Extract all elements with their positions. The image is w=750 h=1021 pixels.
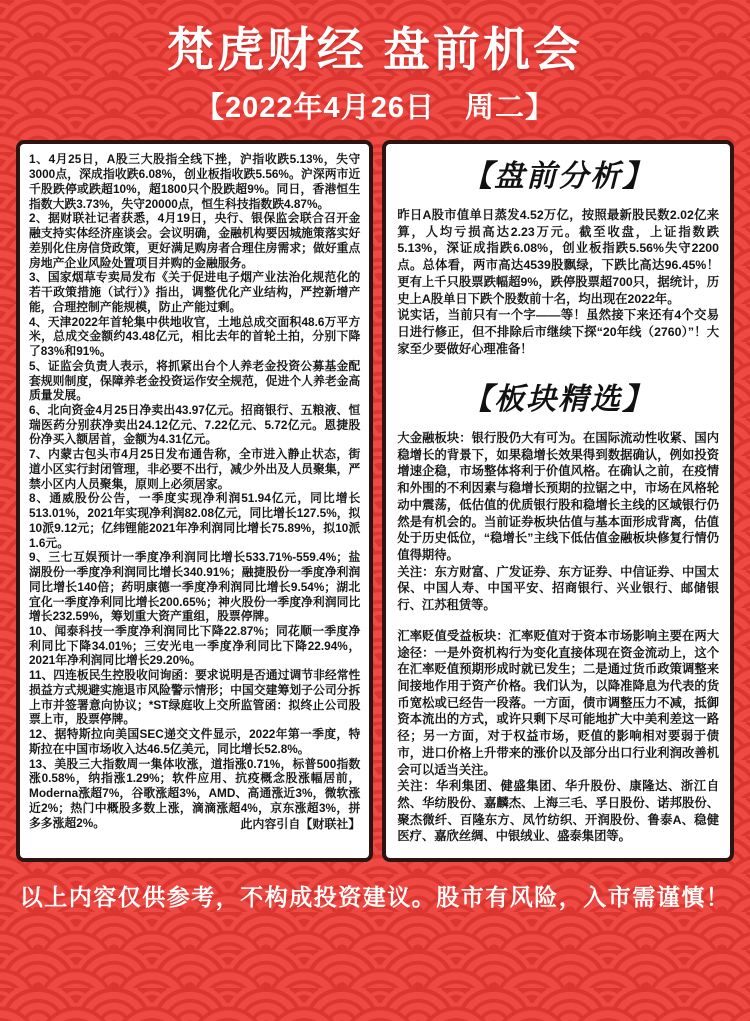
sector-picks-paragraphs [397,430,719,845]
analysis-paragraph: 说实话，当前只有一个字——等！虽然接下来还有4个交易日进行修正，但不排除后市继续下探“20年线（2760）”！大家至少要做好心理准备！ [397,308,719,356]
news-item: 8、通威股份公告，一季度实现净利润51.94亿元，同比增长513.01%，2021年实现净利润82.08亿元，同比增长127.5%，拟10派9.12元；亿纬锂能2021年净利润同比增长75.89%，拟10派1.6元。 [29,491,361,550]
premarket-analysis-paragraphs [397,207,719,357]
premarket-analysis-heading: 【盘前分析】 [462,160,655,194]
news-item: 9、三七互娱预计一季度净利润同比增长533.71%-559.4%；盐湖股份一季度净利润同比增长340.91%；融捷股份一季度净利润同比增长140倍；药明康德一季度净利润同比增长9.54%；湖北宜化一季度净利同比增长200.65%；神火股份一季度净利润同比增长232.59%，筹划重大资产重组，股票停牌。 [29,550,361,624]
news-item: 10、闻泰科技一季度净利润同比下降22.87%；同花顺一季度净利同比下降34.01%；三安光电一季度净利同比下降22.94%，2021年净利润同比增长29.20%。 [29,623,361,668]
sector-paragraph: 汇率贬值受益板块：汇率贬值对于资本市场影响主要在两大途径：一是外资机构行为变化直接体现在资金流动上，这个在汇率贬值预期形成时就已发生；二是通过货币政策调整来间接地作用于资产价格。我们认为，以降准降息为代表的货币宽松或已经告一段落。一方面，债市调整压力不减，抵御资本流出的方式，或许只剩下尽可能地扩大中美利差这一路径；另一方面，对于权益市场，贬值的影响相对要弱于债市，进口价格上升带来的涨价以及部分出口行业利润改善机会可以适当关注。 [397,628,719,777]
sector-paragraph: 关注：华利集团、健盛集团、华升股份、康隆达、浙江自然、华纺股份、嘉麟杰、上海三毛、孚日股份、诺邦股份、聚杰微纤、百隆东方、凤竹纺织、开润股份、鲁泰A、稳健医疗、嘉欣丝绸、中银绒业、盛泰集团等。 [397,779,719,844]
news-item: 1、4月25日，A股三大股指全线下挫，沪指收跌5.13%，失守3000点，深成指收跌6.08%，创业板指收跌5.56%。沪深两市近千股跌停或跌超10%，超1800只个股跌超9%。同日，香港恒生指数大跌3.73%，失守20000点，恒生科技指数跌4.87%。 [29,152,361,211]
sector-paragraph: 大金融板块：银行股仍大有可为。在国际流动性收紧、国内稳增长的背景下，如果稳增长效果得到数据确认，例如投资增速企稳，市场整体将利于价值风格。在确认之前，在疫情和外围的不利因素与稳增长预期的拉锯之中，市场在风格轮动中震荡，低估值的优质银行股和稳增长主线的区域银行仍然是有机会的。当前证券板块估值与基本面形成背离，估值处于历史低位，“稳增长”主线下低估值金融板块修复行情仍值得期待。 [397,430,719,562]
news-item: 13、美股三大指数周一集体收涨，道指涨0.71%，标普500指数涨0.58%，纳指涨1.29%；软件应用、抗疫概念股涨幅居前，Moderna涨超7%，谷歌涨超3%，AMD、高通涨近3%，微软涨近2%；热门中概股多数上涨，滴滴涨超4%，京东涨超3%，拼多多涨超2%。 [29,756,361,830]
date-banner: 【2022年4月26日 周二】 [195,91,555,124]
analysis-paragraph: 昨日A股市值单日蒸发4.52万亿，按照最新股民数2.02亿来算，人均亏损高达2.23万元。截至收盘，上证指数跌5.13%，深证成指跌6.08%，创业板指跌5.56%失守2200点。总体看，两市高达4539股飘绿，下跌比高达96.45%！更有上千只股票跌幅超9%，跌停股票超700只，据统计，历史上A股单日下跌个股数前十名，均出现在2022年。 [397,207,719,306]
sector-paragraph: 关注：东方财富、广发证券、东方证券、中信证券、中国太保、中国人寿、中国平安、招商银行、兴业银行、邮储银行、江苏租赁等。 [397,564,719,613]
content-columns [16,140,734,862]
news-item: 4、天津2022年首轮集中供地收官，土地总成交面积48.6万平方米，总成交金额约43.48亿元，相比去年的首轮土拍，分别下降了83%和91%。 [29,314,361,359]
header [16,24,734,125]
news-list [29,152,360,830]
disclaimer: 以上内容仅供参考，不构成投资建议。股市有风险，入市需谨慎！ [19,884,731,911]
news-item: 12、据特斯拉向美国SEC递交文件显示，2022年第一季度，特斯拉在中国市场收入达46.5亿美元，同比增长52.8%。 [29,727,361,756]
analysis-panel [382,140,734,862]
news-item: 6、北向资金4月25日净卖出43.97亿元。招商银行、五粮液、恒瑞医药分别获净卖出24.12亿元、7.22亿元、5.72亿元。恩捷股份净买入额居首，金额为4.31亿元。 [29,402,361,447]
news-item: 2、据财联社记者获悉，4月19日，央行、银保监会联合召开金融支持实体经济座谈会。会议明确，金融机构要因城施策落实好差别化住房信贷政策，更好满足购房者合理住房需求；做好重点房地产企业风险处置项目并购的金融服务。 [29,211,361,270]
news-item: 5、证监会负责人表示，将抓紧出台个人养老金投资公募基金配套规则制度，保障养老金投资运作安全规范，促进个人养老金高质量发展。 [29,358,361,403]
news-item: 7、内蒙古包头市4月25日发布通告称，全市进入静止状态，街道小区实行封闭管理，非必要不出行，减少外出及人员聚集，严禁小区内人员聚集，原则上必须居家。 [29,447,361,491]
sector-picks-heading: 【板块精选】 [462,383,655,417]
news-item: 11、四连板民生控股收问询函：要求说明是否通过调节非经常性损益方式规避实施退市风险警示情形；中国交建筹划子公司分拆上市并签署意向协议；*ST绿庭收上交所监管函：拟终止公司股票上市，股票停牌。 [29,668,361,727]
news-item: 3、国家烟草专卖局发布《关于促进电子烟产业法治化规范化的若干政策措施（试行）》指出，调整优化产业结构，严控新增产能，合理控制产能规模，防止产能过剩。 [29,270,361,314]
news-panel [16,140,373,862]
page-title: 梵虎财经 盘前机会 [166,23,584,76]
attribution: 此内容引自【财联社】 [240,817,361,832]
